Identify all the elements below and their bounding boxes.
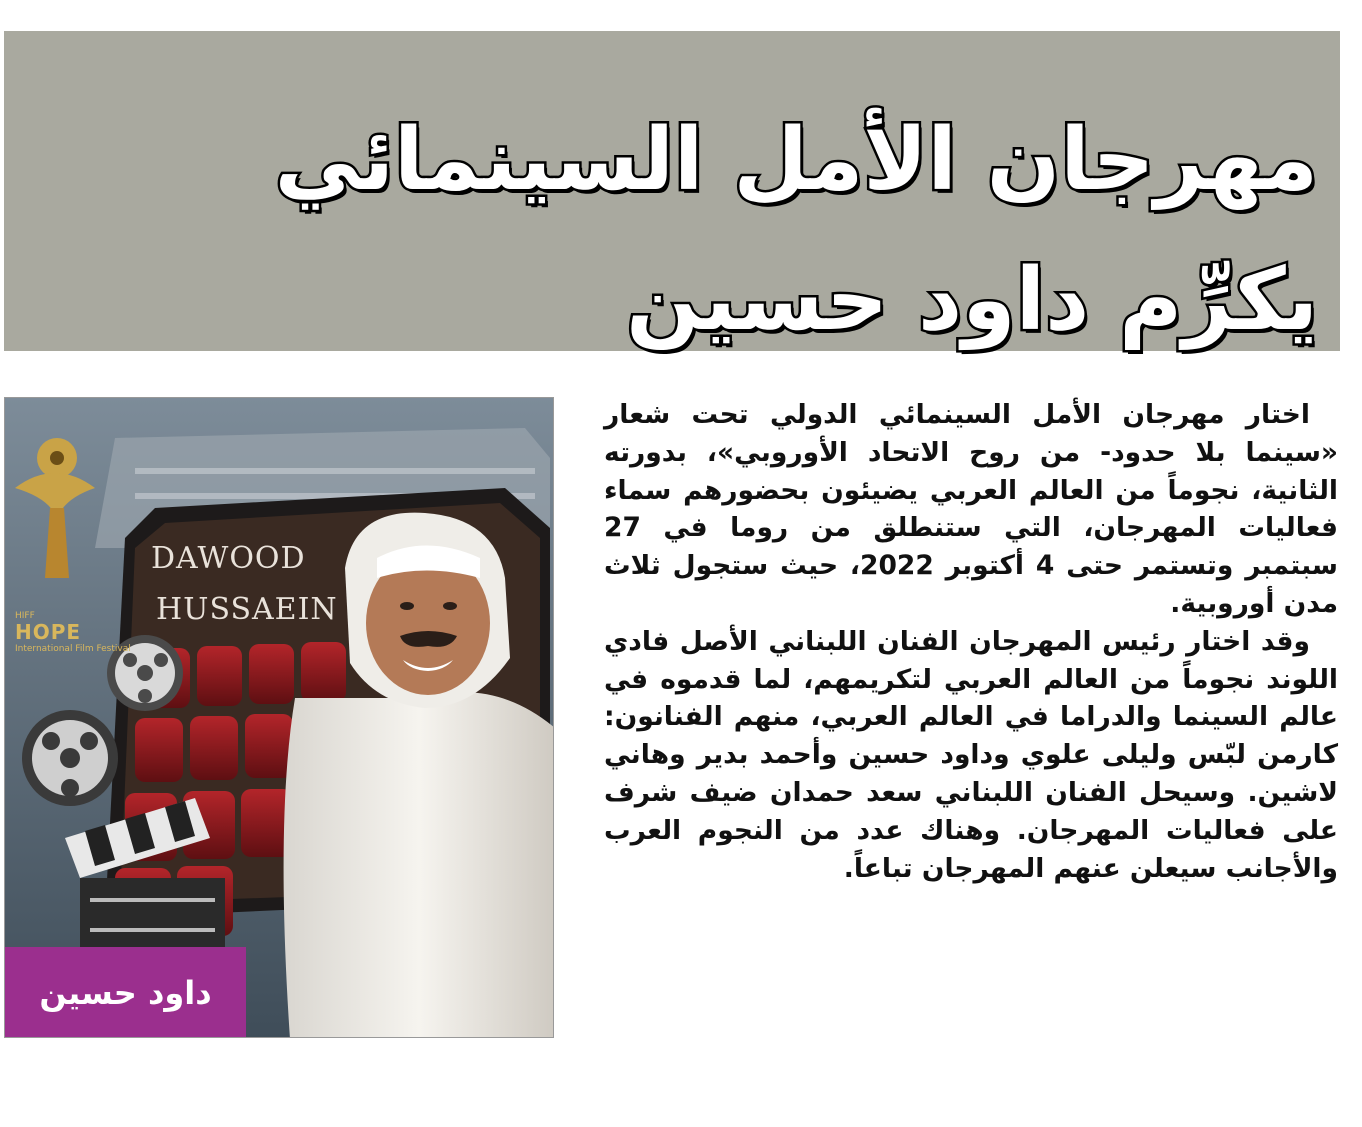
logo-small-label: HIFF (15, 611, 35, 621)
article-paragraph: اختار مهرجان الأمل السينمائي الدولي تحت شعار «سينما بلا حدود- من روح الاتحاد الأوروبي»، بدورته الثانية، نجوماً من العالم العربي يضيئون بحضورهم سماء فعاليات المهرجان، التي ستنطلق من روما في 27 سبتمبر وتستمر حتى 4 أكتوبر 2022، حيث ستجول ثلاث مدن أوروبية. (604, 399, 1338, 619)
logo-big-label: HOPE (15, 620, 82, 645)
headline-line-2: يكرِّم داود حسين (626, 250, 1318, 350)
poster-name-line-1: DAWOOD (151, 541, 306, 576)
article-body (604, 396, 1338, 887)
poster-name-line-2: HUSSAEIN (156, 592, 338, 627)
article-paragraph: وقد اختار رئيس المهرجان الفنان اللبناني الأصل فادي اللوند نجوماً من العالم العربي لتكريمهم، لما قدموه في عالم السينما والدراما في العالم العربي، منهم الفنانون: كارمن لبّس وليلى علوي وداود حسين وأحمد بدير وهاني لاشين. وسيحل الفنان اللبناني سعد حمدان ضيف شرف على فعاليات المهرجان. وهناك عدد من النجوم العرب والأجانب سيعلن عنهم المهرجان تباعاً. (604, 625, 1338, 884)
headline-line-1: مهرجان الأمل السينمائي (274, 110, 1318, 210)
logo-sub-label: International Film Festival (15, 644, 131, 655)
photo-caption: داود حسين (5, 947, 246, 1038)
festival-logo-text (15, 611, 131, 655)
headline-box (4, 31, 1340, 351)
article-photo (4, 397, 554, 1038)
photo-illustration (5, 398, 554, 1038)
film-reel-icon (22, 710, 118, 806)
